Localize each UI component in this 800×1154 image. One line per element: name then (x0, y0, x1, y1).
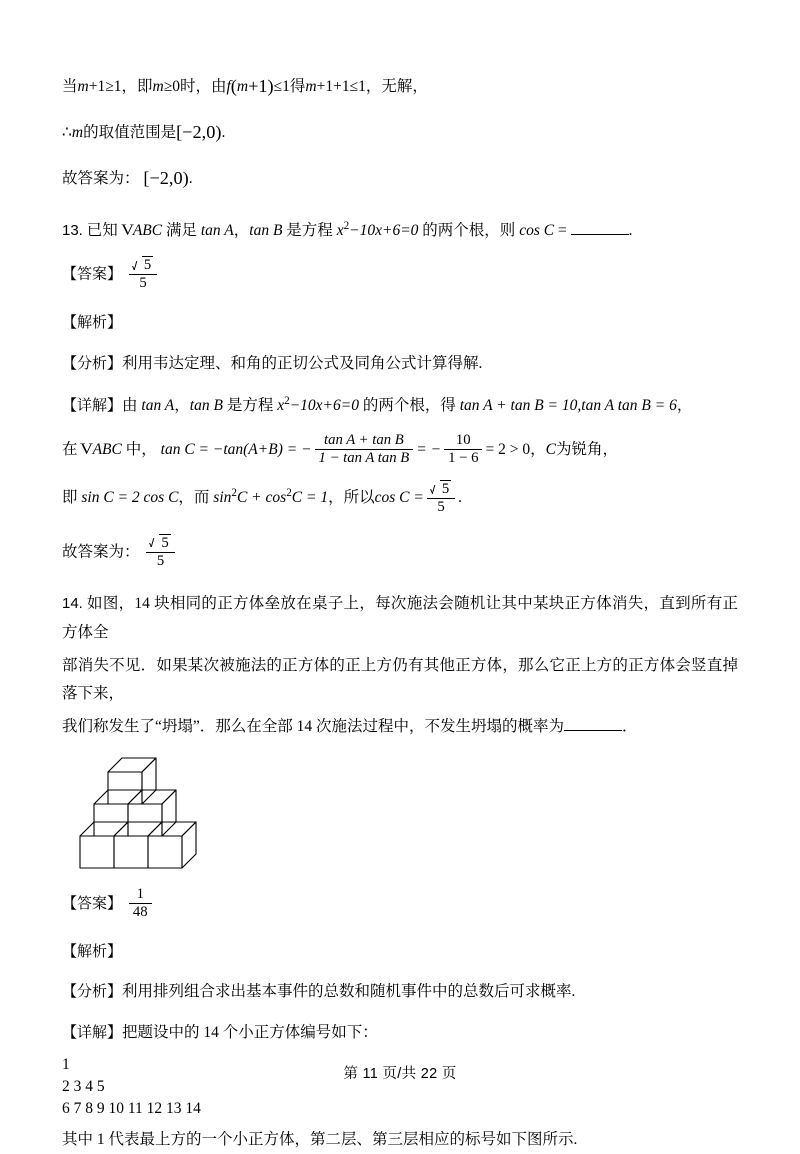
math-interval: [−2,0) (176, 121, 222, 142)
analysis-label: 【解析】 (62, 942, 123, 960)
math-expr: sin (213, 489, 232, 507)
math-expr: tan B (189, 396, 223, 414)
math-expr: +1≥1 (88, 77, 122, 95)
analysis-label: 【解析】 (62, 314, 123, 332)
math-expr: ≥0 (163, 77, 180, 95)
math-exponent: 2 (231, 487, 237, 500)
math-exponent: 2 (343, 219, 350, 232)
sqrt-radicand: 5 (441, 480, 450, 497)
text: . (188, 169, 193, 187)
math-var: m (77, 77, 89, 95)
math-expr: C + cos (236, 489, 287, 507)
question-13-final-answer (62, 535, 738, 571)
answer-blank[interactable] (564, 730, 622, 731)
math-expr: C = 1 (291, 489, 329, 507)
question-13-fenxi (62, 350, 738, 379)
continuation-line-3 (62, 162, 738, 196)
math-var: ABC (92, 441, 122, 459)
xiangjie-label: 【详解】 (62, 396, 123, 414)
fraction-numerator: 10 (455, 432, 471, 449)
math-expr: = 2 > 0 (485, 441, 531, 459)
question-number: 14. (62, 595, 83, 613)
math-var: m (71, 123, 84, 141)
text: 得 (289, 77, 306, 95)
math-var: f (226, 77, 231, 95)
text: ， (233, 221, 250, 239)
text: 如图，14 块相同的正方体垒放在桌子上，每次施法会随机让其中某块正方体消失，直到所有正方体全 (62, 595, 738, 642)
triangle-symbol: V (80, 441, 94, 459)
text: 故答案为： (62, 543, 140, 561)
fraction-1-over-48 (129, 886, 152, 921)
fraction-denominator: 5 (129, 274, 157, 292)
answer-label: 【答案】 (62, 265, 123, 283)
sqrt-radicand: 5 (161, 534, 169, 551)
math-expr: tan C = −tan(A+B) = − (160, 441, 312, 459)
text: ， (530, 441, 546, 459)
question-14-fenxi (62, 978, 738, 1007)
math-expr: tan A (141, 396, 175, 414)
math-expr: tan A tan B = 6 (581, 396, 677, 414)
text: 为锐角， (555, 441, 618, 459)
text: 的取值范围是 (83, 123, 177, 141)
fraction-sqrt5-over-5 (146, 534, 174, 570)
question-14-stem (62, 590, 738, 647)
continuation-line-2 (62, 116, 738, 150)
question-13-xiangjie-2 (62, 432, 738, 468)
text: ，而 (178, 489, 210, 507)
question-14-closing (62, 1126, 738, 1154)
text: . (221, 123, 226, 141)
text: 满足 (165, 221, 197, 239)
question-14-stem-line3 (62, 713, 738, 742)
text: 的两个根，则 (422, 221, 516, 239)
fraction-sqrt5-over-5 (427, 480, 455, 516)
text: 已知 (86, 221, 118, 239)
triangle-symbol: V (120, 221, 134, 239)
therefore-symbol: ∴ (62, 123, 72, 141)
math-expr: −10x+6=0 (289, 396, 359, 414)
continuation-line-1 (62, 70, 738, 104)
text: ， (174, 396, 190, 414)
math-expr: cos C (519, 221, 555, 239)
fraction-denominator: 5 (427, 498, 455, 516)
text: 是方程 (286, 221, 333, 239)
fraction-denominator: 48 (129, 903, 152, 921)
text: ， (676, 396, 693, 414)
math-var: m (152, 77, 164, 95)
answer-label: 【答案】 (62, 894, 123, 912)
xiangjie-text: 把题设中的 14 个小正方体编号如下： (122, 1023, 378, 1041)
question-14-answer (62, 887, 738, 922)
text: 在 (62, 441, 78, 459)
text: 当 (62, 77, 78, 95)
math-expr: +1+1≤1 (316, 77, 366, 95)
text: 由 (122, 396, 138, 414)
question-number: 13. (62, 221, 83, 239)
text: = (557, 221, 567, 239)
math-expr: ≤1 (273, 77, 290, 95)
text: ． (622, 718, 638, 736)
math-var: ABC (132, 221, 163, 239)
math-exponent: 2 (284, 394, 290, 407)
page-footer: 第 11 页/共 22 页 (343, 1066, 457, 1082)
question-14-xiangjie (62, 1019, 738, 1048)
question-14-stem-line2 (62, 652, 738, 709)
text: 部消失不见．如果某次被施法的正方体的正上方仍有其他正方体，那么它正上方的正方体会竖直掉落下来， (62, 656, 738, 703)
question-14-analysis-label (62, 938, 738, 967)
math-expr: tan B (249, 221, 283, 239)
question-13-stem: 13. 已知 VABC 满足 tan A，tan B 是方程 $x^2-10x+6=0$ 的两个根，则 cos C = . (62, 216, 738, 246)
sqrt-radicand: 5 (143, 257, 152, 274)
math-var: x (336, 221, 344, 239)
math-var: m (236, 77, 249, 95)
math-expr: tan A (200, 221, 234, 239)
math-var: m (305, 77, 317, 95)
math-var: x (277, 396, 285, 414)
math-interval: [−2,0) (143, 167, 189, 188)
fenxi-text: 利用排列组合求出基本事件的总数和随机事件中的总数后可求概率. (122, 983, 576, 1001)
cube-number-row-2: 2 3 4 5 (62, 1077, 105, 1095)
question-13-answer (62, 257, 738, 293)
fraction-denominator: 5 (146, 552, 174, 570)
math-paren: ( (230, 76, 237, 96)
fenxi-label: 【分析】 (62, 354, 123, 372)
answer-blank[interactable] (571, 234, 629, 235)
fraction-tan-sum-over-one-minus (315, 432, 414, 467)
fraction-sqrt5-over-5 (129, 256, 157, 292)
fraction-numerator: tan A + tan B (324, 432, 404, 449)
text: 的两个根，得 (362, 396, 456, 414)
text: 时，由 (179, 77, 227, 95)
cube-stack-figure (62, 748, 738, 883)
math-paren: +1) (248, 76, 274, 96)
xiangjie-label: 【详解】 (62, 1023, 123, 1041)
question-13-xiangjie-3 (62, 480, 738, 516)
text: 中， (125, 441, 157, 459)
fraction-numerator: 1 (136, 885, 144, 902)
text: . (458, 489, 463, 507)
fraction-denominator: 1 − 6 (444, 449, 482, 467)
text: 是方程 (226, 396, 274, 414)
math-expr: sin C = 2 cos C (81, 489, 179, 507)
math-var: C (545, 441, 556, 459)
text: 即 (62, 489, 78, 507)
math-expr: cos C = (374, 489, 424, 507)
text: ，无解， (365, 77, 428, 95)
question-13-analysis-label (62, 309, 738, 338)
math-expr: −10x+6=0 (349, 221, 419, 239)
text: 其中 1 代表最上方的一个小正方体，第二层、第三层相应的标号如下图所示. (62, 1130, 578, 1148)
math-expr: = − (416, 441, 442, 459)
question-13-xiangjie-1 (62, 391, 738, 421)
text: 我们称发生了“坍塌”．那么在全部 14 次施法过程中，不发生坍塌的概率为 (62, 718, 565, 736)
fraction-denominator: 1 − tan A tan B (315, 449, 414, 467)
text: 故答案为： (62, 169, 140, 187)
text: ，即 (121, 77, 153, 95)
cube-number-row-1: 1 (62, 1055, 70, 1073)
math-expr: tan A + tan B = 10, (459, 396, 582, 414)
text: ，所以 (328, 489, 375, 507)
fenxi-label: 【分析】 (62, 983, 123, 1001)
fraction-10-over-1-minus-6 (444, 432, 482, 467)
cube-stack-svg (68, 748, 268, 878)
fenxi-text: 利用韦达定理、和角的正切公式及同角公式计算得解. (122, 354, 483, 372)
math-exponent: 2 (286, 487, 292, 500)
cube-number-row-3: 6 7 8 9 10 11 12 13 14 (62, 1099, 201, 1117)
